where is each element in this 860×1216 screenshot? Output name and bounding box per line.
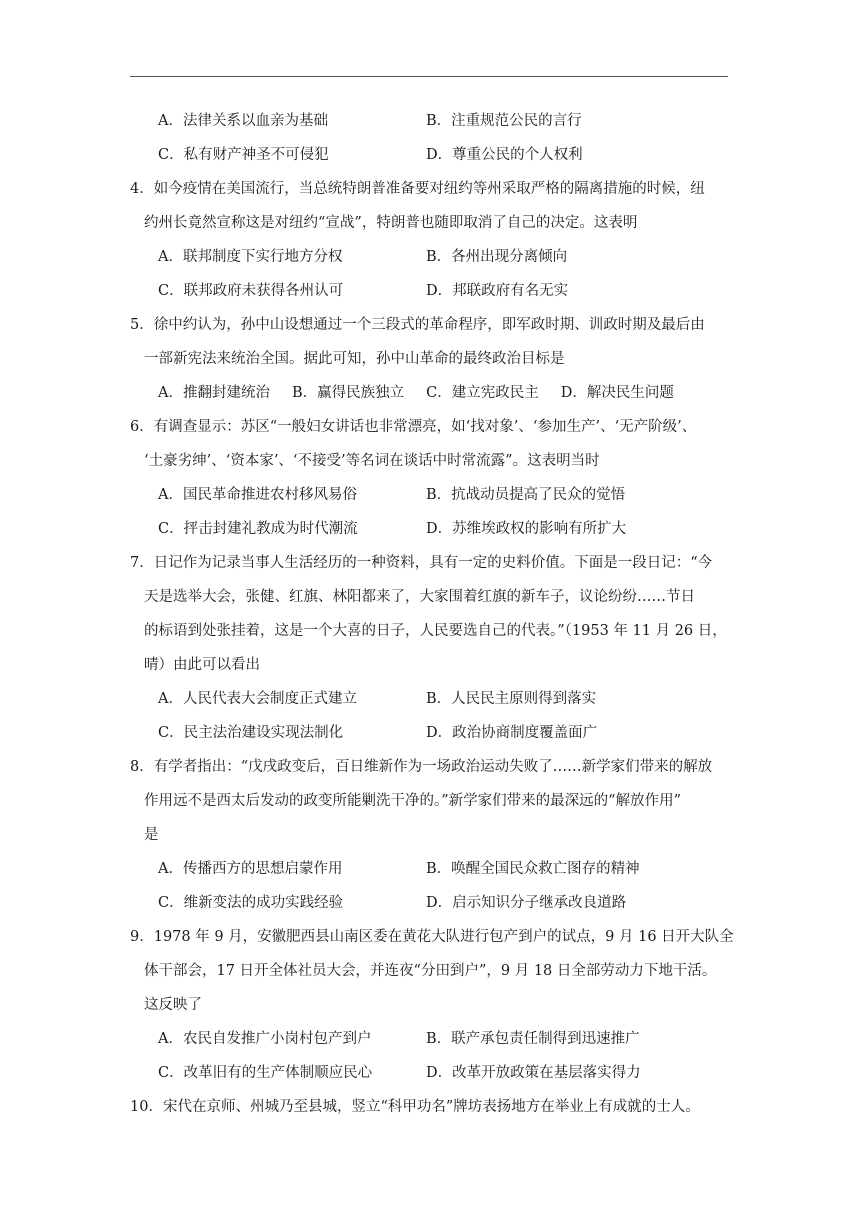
q7-stem-line-1: 7．日记作为记录当事人生活经历的一种资料，具有一定的史料价值。下面是一段日记：“今 [130, 555, 713, 571]
q8-options-row-2 [130, 886, 730, 920]
q4-option-a[interactable]: A．联邦制度下实行地方分权 [158, 249, 343, 265]
q8-stem-line-1: 8．有学者指出：“戊戌政变后，百日维新作为一场政治运动失败了……新学家们带来的解放 [130, 759, 713, 775]
q10-stem-line-1: 10．宋代在京师、州城乃至县城，竖立“科甲功名”牌坊表扬地方在举业上有成就的士人。 [130, 1099, 700, 1115]
question-content [130, 104, 734, 1124]
q9-stem-line-3: 这反映了 [144, 997, 202, 1013]
q6-options-row-1 [130, 478, 730, 512]
q5-option-c[interactable]: C．建立宪政民主 [426, 385, 539, 401]
q6-option-b[interactable]: B．抗战动员提高了民众的觉悟 [426, 487, 626, 503]
q4-option-c[interactable]: C．联邦政府未获得各州认可 [158, 283, 344, 299]
q8-option-b[interactable]: B．唤醒全国民众救亡图存的精神 [426, 861, 640, 877]
q5-option-d[interactable]: D．解决民生问题 [560, 385, 674, 401]
q7-option-c[interactable]: C．民主法治建设实现法制化 [158, 725, 344, 741]
q6-option-d[interactable]: D．苏维埃政权的影响有所扩大 [426, 521, 627, 537]
q9-stem-line-1: 9．1978 年 9 月，安徽肥西县山南区委在黄花大队进行包产到户的试点，9 月 16 日开大队全 [130, 929, 734, 945]
q8-option-d[interactable]: D．启示知识分子继承改良道路 [426, 895, 627, 911]
q5-stem-line-2: 一部新宪法来统治全国。据此可知，孙中山革命的最终政治目标是 [144, 351, 565, 367]
q8-option-c[interactable]: C．维新变法的成功实践经验 [158, 895, 344, 911]
q3-option-d[interactable]: D．尊重公民的个人权利 [426, 147, 583, 163]
q3-options-row-1 [130, 104, 730, 138]
q7-stem-line-3: 的标语到处张挂着，这是一个大喜的日子，人民要选自己的代表。”（1953 年 11 月 26 日， [144, 623, 727, 639]
header-rule [130, 76, 728, 77]
q5-option-a[interactable]: A．推翻封建统治 [158, 385, 270, 401]
q9-options-row-2 [130, 1056, 730, 1090]
q6-options-row-2 [130, 512, 730, 546]
q3-option-c[interactable]: C．私有财产神圣不可侵犯 [158, 147, 329, 163]
q4-options-row-2 [130, 274, 730, 308]
q7-options-row-2 [130, 716, 730, 750]
q8-options-row-1 [130, 852, 730, 886]
q5-stem-line-1: 5．徐中约认为，孙中山设想通过一个三段式的革命程序，即军政时期、训政时期及最后由 [130, 317, 705, 333]
q7-option-b[interactable]: B．人民民主原则得到落实 [426, 691, 597, 707]
q5-option-b[interactable]: B．赢得民族独立 [291, 385, 405, 401]
q5-options-row [130, 376, 730, 410]
q4-stem-line-2: 约州长竟然宣称这是对纽约“宣战”，特朗普也随即取消了自己的决定。这表明 [144, 215, 638, 231]
q3-options-row-2 [130, 138, 730, 172]
q7-stem-line-2: 天是选举大会，张健、红旗、林阳都来了，大家围着红旗的新车子，议论纷纷……节日 [144, 589, 695, 605]
q4-option-b[interactable]: B．各州出现分离倾向 [426, 249, 568, 265]
q3-option-a[interactable]: A．法律关系以血亲为基础 [158, 113, 328, 129]
q7-stem-line-4: 晴）由此可以看出 [144, 657, 260, 673]
q6-stem-line-2: ‘土豪劣绅’、‘资本家’、‘不接受’等名词在谈话中时常流露”。这表明当时 [144, 453, 600, 469]
q9-options-row-1 [130, 1022, 730, 1056]
q6-option-c[interactable]: C．抨击封建礼教成为时代潮流 [158, 521, 358, 537]
q3-option-b[interactable]: B．注重规范公民的言行 [426, 113, 582, 129]
q6-stem-line-1: 6．有调查显示：苏区“一般妇女讲话也非常漂亮，如‘找对象’、‘参加生产’、‘无产阶级’、 [130, 419, 697, 435]
q9-option-b[interactable]: B．联产承包责任制得到迅速推广 [426, 1031, 640, 1047]
q9-option-c[interactable]: C．改革旧有的生产体制顺应民心 [158, 1065, 373, 1081]
q6-option-a[interactable]: A．国民革命推进农村移风易俗 [158, 487, 357, 503]
q4-options-row-1 [130, 240, 730, 274]
q9-option-a[interactable]: A．农民自发推广小岗村包产到户 [158, 1031, 372, 1047]
q8-stem-line-3: 是 [144, 827, 159, 843]
q9-option-d[interactable]: D．改革开放政策在基层落实得力 [426, 1065, 641, 1081]
q7-option-d[interactable]: D．政治协商制度覆盖面广 [426, 725, 598, 741]
q7-option-a[interactable]: A．人民代表大会制度正式建立 [158, 691, 357, 707]
q9-stem-line-2: 体干部会，17 日开全体社员大会，并连夜“分田到户”，9 月 18 日全部劳动力下地干活。 [144, 963, 717, 979]
q7-options-row-1 [130, 682, 730, 716]
q4-stem-line-1: 4．如今疫情在美国流行，当总统特朗普准备要对纽约等州采取严格的隔离措施的时候，纽 [130, 181, 705, 197]
q4-option-d[interactable]: D．邦联政府有名无实 [426, 283, 569, 299]
q8-stem-line-2: 作用远不是西太后发动的政变所能剿洗干净的。”新学家们带来的最深远的“解放作用” [144, 793, 681, 809]
q8-option-a[interactable]: A．传播西方的思想启蒙作用 [158, 861, 343, 877]
